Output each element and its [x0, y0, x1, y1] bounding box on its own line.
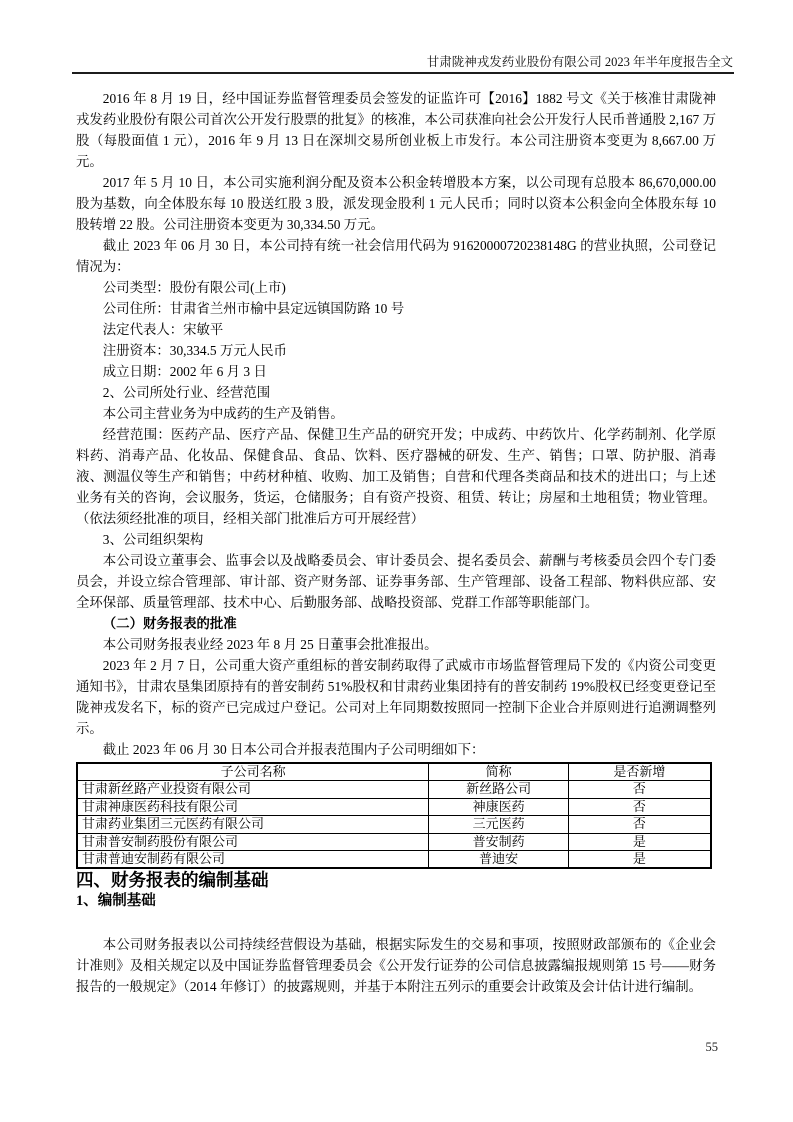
table-cell: 甘肃新丝路产业投资有限公司	[77, 781, 429, 798]
subsidiaries-table-body	[77, 781, 711, 869]
paragraph-subsidiaries-intro: 截止 2023 年 06 月 30 日本公司合并报表范围内子公司明细如下：	[102, 742, 485, 757]
registration-establish-date: 成立日期：2002 年 6 月 3 日	[102, 364, 267, 379]
subsidiaries-table	[76, 762, 712, 869]
paragraph-dividend-plan: 2017 年 5 月 10 日，本公司实施利润分配及资本公积金转增股本方案，以公司现有总股本 86,670,000.00 股为基数，向全体股东每 10 股送红股 3 股，派发现金股利 1 元人民币；同时以资本公积金向全体股东每 10 股转增 22 股。公司注册资本变更为 30,334.50 万元。	[76, 175, 716, 232]
registration-company-type: 公司类型：股份有限公司(上市)	[102, 280, 286, 295]
page-number: 55	[705, 1040, 718, 1054]
table-cell: 神康医药	[429, 798, 568, 815]
paragraph-business-license: 截止 2023 年 06 月 30 日，本公司持有统一社会信用代码为 91620000720238148G 的营业执照，公司登记情况为：	[76, 238, 716, 274]
header-rule	[72, 72, 734, 74]
paragraph-business-scope: 经营范围：医药产品、医疗产品、保健卫生产品的研究开发；中成药、中药饮片、化学药制剂、化学原料药、消毒产品、化妆品、保健食品、食品、饮料、医疗器械的研发、生产、销售；口罩、防护服、消毒液、测温仪等生产和销售；中药材种植、收购、加工及销售；自营和代理各类商品和技术的进出口；与上述业务有关的咨询，会议服务，货运，仓储服务；自有资产投资、租赁、转让；房屋和土地租赁；物业管理。（依法须经批准的项目，经相关部门批准后方可开展经营）	[76, 427, 716, 526]
heading-section-four: 四、财务报表的编制基础	[76, 870, 269, 891]
paragraph-board-approval: 本公司财务报表业经 2023 年 8 月 25 日董事会批准报出。	[102, 637, 438, 652]
table-cell: 否	[568, 816, 711, 833]
table-cell: 甘肃普安制药股份有限公司	[77, 833, 429, 850]
table-row	[77, 851, 711, 869]
paragraph-main-business: 本公司主营业务为中成药的生产及销售。	[102, 406, 344, 421]
table-header-cell: 子公司名称	[77, 763, 429, 781]
table-cell: 三元医药	[429, 816, 568, 833]
heading-industry-scope: 2、公司所处行业、经营范围	[102, 385, 271, 400]
report-header-title: 甘肃陇神戎发药业股份有限公司 2023 年半年度报告全文	[426, 55, 733, 69]
table-header-cell: 简称	[429, 763, 568, 781]
table-cell: 普迪安	[429, 851, 568, 869]
table-cell: 否	[568, 798, 711, 815]
heading-org-structure: 3、公司组织架构	[102, 532, 204, 547]
registration-company-address: 公司住所：甘肃省兰州市榆中县定远镇国防路 10 号	[102, 301, 405, 316]
table-row	[77, 781, 711, 798]
table-cell: 普安制药	[429, 833, 568, 850]
table-cell: 新丝路公司	[429, 781, 568, 798]
table-cell: 否	[568, 781, 711, 798]
subsidiaries-table-head-row	[77, 763, 711, 781]
paragraph-basis-of-preparation: 本公司财务报表以公司持续经营假设为基础，根据实际发生的交易和事项，按照财政部颁布的《企业会计准则》及相关规定以及中国证券监督管理委员会《公开发行证券的公司信息披露编报规则第 15 号——财务报告的一般规定》（2014 年修订）的披露规则，并基于本附注五列示的重要会计政策及会计估计进行编制。	[76, 937, 716, 995]
registration-legal-representative: 法定代表人：宋敏平	[102, 322, 224, 337]
paragraph-org-structure: 本公司设立董事会、监事会以及战略委员会、审计委员会、提名委员会、薪酬与考核委员会四个专门委员会，并设立综合管理部、审计部、资产财务部、证券事务部、生产管理部、设备工程部、物料供应部、安全环保部、质量管理部、技术中心、后勤服务部、战略投资部、党群工作部等职能部门。	[76, 553, 716, 610]
paragraph-ipo-approval: 2016 年 8 月 19 日，经中国证券监督管理委员会签发的证监许可【2016】1882 号文《关于核准甘肃陇神戎发药业股份有限公司首次公开发行股票的批复》的核准，本公司获准向社会公开发行人民币普通股 2,167 万股（每股面值 1 元），2016 年 9 月 13 日在深圳交易所创业板上市发行。本公司注册资本变更为 8,667.00 万元。	[76, 91, 716, 169]
table-cell: 甘肃药业集团三元医药有限公司	[77, 816, 429, 833]
table-cell: 甘肃普迪安制药有限公司	[77, 851, 429, 869]
registration-registered-capital: 注册资本：30,334.5 万元人民币	[102, 343, 287, 358]
heading-basis-of-preparation: 1、编制基础	[76, 893, 156, 910]
table-row	[77, 816, 711, 833]
table-row	[77, 798, 711, 815]
heading-statements-approval: （二）财务报表的批准	[102, 616, 237, 631]
table-cell: 是	[568, 833, 711, 850]
table-header-cell: 是否新增	[568, 763, 711, 781]
table-cell: 是	[568, 851, 711, 869]
paragraph-restructure: 2023 年 2 月 7 日，公司重大资产重组标的普安制药取得了武威市市场监督管理局下发的《内资公司变更通知书》，甘肃农垦集团原持有的普安制药 51%股权和甘肃药业集团持有的普安制药 19%股权已经变更登记至陇神戎发名下，标的资产已完成过户登记。公司对上年同期数按照同一控制下企业合并原则进行追溯调整列示。	[76, 658, 716, 736]
table-row	[77, 833, 711, 850]
document-content	[76, 88, 716, 997]
table-cell: 甘肃神康医药科技有限公司	[77, 798, 429, 815]
